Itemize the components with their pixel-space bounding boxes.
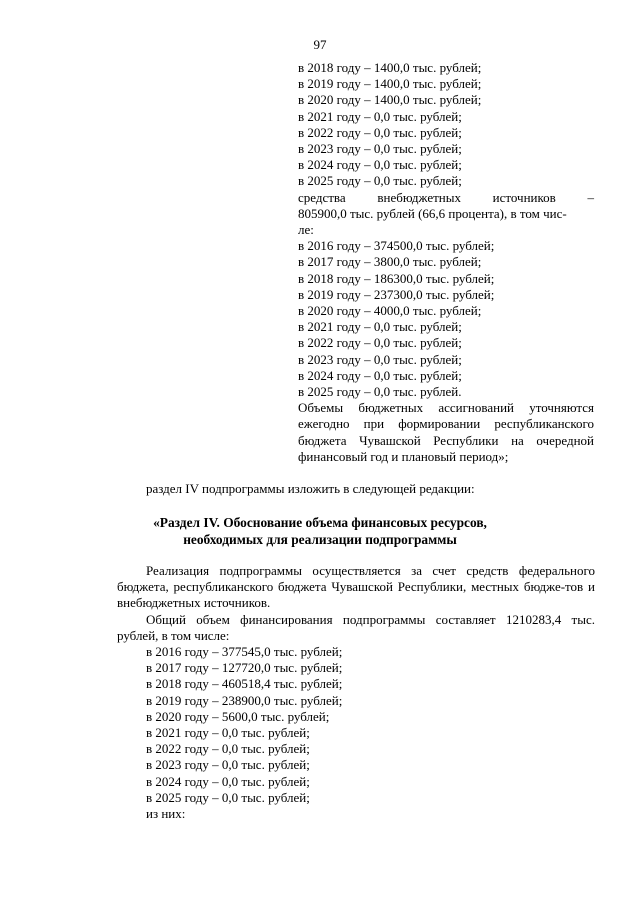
extrabudget-line2: 805900,0 тыс. рублей (66,6 процента), в том чис- — [298, 205, 567, 221]
funding-sources-paragraph: Реализация подпрограммы осуществляется за счет средств федерального бюджета, республиканского бюджета Чувашской Республики, местных бюдже-тов и внебюджетных источников. — [117, 563, 595, 611]
year-list-part1 — [298, 60, 594, 190]
year-list — [117, 644, 595, 806]
list-item: в 2025 году – 0,0 тыс. рублей. — [298, 384, 462, 400]
list-item: в 2018 году – 1400,0 тыс. рублей; — [298, 60, 482, 75]
list-item: в 2019 году – 238900,0 тыс. рублей; — [146, 692, 343, 708]
list-item: в 2022 году – 0,0 тыс. рублей; — [146, 741, 310, 757]
list-item: в 2023 году – 0,0 тыс. рублей; — [298, 351, 462, 367]
from-them-label: из них: — [146, 806, 186, 822]
section-heading — [0, 514, 640, 548]
list-item: в 2017 году – 3800,0 тыс. рублей; — [298, 254, 482, 270]
list-item: в 2020 году – 1400,0 тыс. рублей; — [298, 92, 482, 108]
word: внебюджетных — [377, 189, 461, 205]
closing-paragraph: Объемы бюджетных ассигнований уточняются ежегодно при формировании республиканского бюджета Чувашской Республики на очередной финансовый год и плановый период»; — [298, 400, 594, 464]
list-item: в 2020 году – 4000,0 тыс. рублей; — [298, 303, 482, 319]
extrabudget-line3: ле: — [298, 222, 314, 238]
amendment-instruction: раздел IV подпрограммы изложить в следующей редакции: — [146, 481, 475, 496]
heading-line2: необходимых для реализации подпрограммы — [183, 532, 457, 547]
word: средства — [298, 189, 346, 205]
list-item: в 2025 году – 0,0 тыс. рублей; — [298, 173, 462, 189]
list-item: в 2021 году – 0,0 тыс. рублей; — [298, 319, 462, 335]
list-item: в 2018 году – 460518,4 тыс. рублей; — [146, 676, 343, 692]
total-funding-paragraph: Общий объем финансирования подпрограммы составляет 1210283,4 тыс. рублей, в том числе: — [117, 611, 595, 643]
list-item: в 2022 году – 0,0 тыс. рублей; — [298, 335, 462, 351]
list-item: в 2024 году – 0,0 тыс. рублей; — [298, 157, 462, 173]
list-item: в 2018 году – 186300,0 тыс. рублей; — [298, 270, 495, 286]
right-column-text — [298, 60, 594, 465]
list-item: в 2021 году – 0,0 тыс. рублей; — [298, 108, 462, 124]
page-number: 97 — [313, 37, 327, 52]
list-item: в 2024 году – 0,0 тыс. рублей; — [146, 773, 310, 789]
list-item: в 2017 году – 127720,0 тыс. рублей; — [146, 660, 343, 676]
word: – — [587, 189, 594, 205]
list-item: в 2019 году – 1400,0 тыс. рублей; — [298, 76, 482, 92]
list-item: в 2016 году – 377545,0 тыс. рублей; — [146, 644, 343, 660]
section-body — [117, 563, 595, 822]
year-list-part2 — [298, 238, 594, 400]
word: источников — [492, 189, 556, 205]
list-item: в 2022 году – 0,0 тыс. рублей; — [298, 124, 462, 140]
extrabudget-line1 — [298, 190, 594, 206]
heading-line1: «Раздел IV. Обоснование объема финансовых ресурсов, — [153, 515, 487, 530]
list-item: в 2016 году – 374500,0 тыс. рублей; — [298, 238, 495, 254]
list-item: в 2019 году – 237300,0 тыс. рублей; — [298, 286, 495, 302]
list-item: в 2024 году – 0,0 тыс. рублей; — [298, 367, 462, 383]
list-item: в 2023 году – 0,0 тыс. рублей; — [298, 141, 462, 157]
list-item: в 2020 году – 5600,0 тыс. рублей; — [146, 708, 330, 724]
list-item: в 2021 году – 0,0 тыс. рублей; — [146, 725, 310, 741]
list-item: в 2025 году – 0,0 тыс. рублей; — [146, 789, 310, 805]
list-item: в 2023 году – 0,0 тыс. рублей; — [146, 757, 310, 773]
